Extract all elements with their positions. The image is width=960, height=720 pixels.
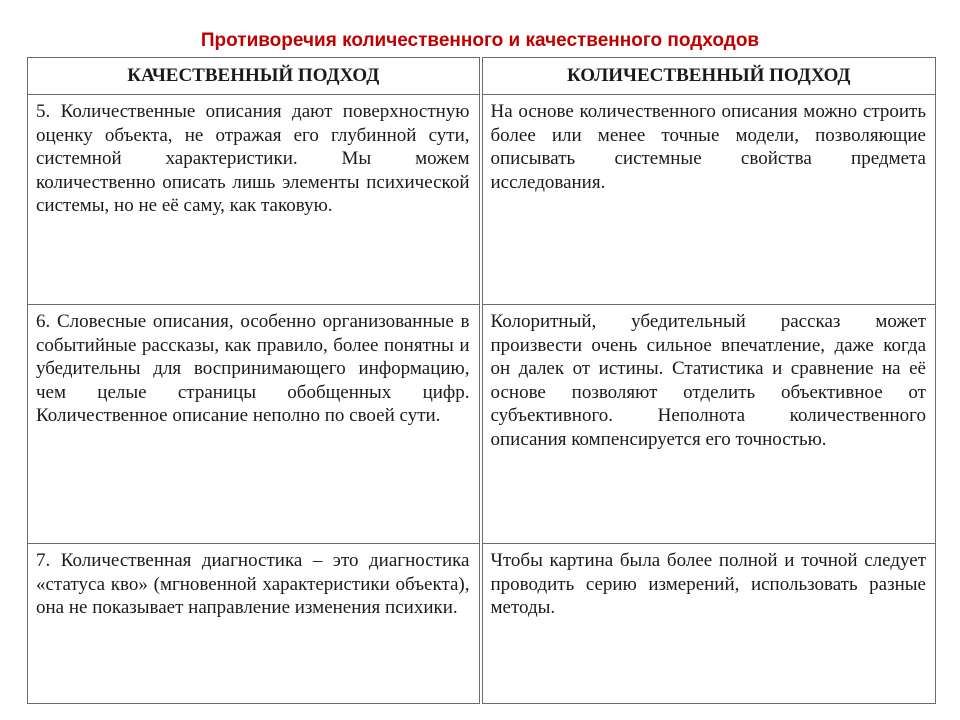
cell-quantitative: Колоритный, убедительный рассказ может произвести очень сильное впечатление, даже когда он далек от истины. Статистика и сравнение на её основе позволяют отделить объективное от субъективного. Неполнота количественного описания компенсируется его точностью. <box>481 305 936 544</box>
header-quantitative: КОЛИЧЕСТВЕННЫЙ ПОДХОД <box>481 58 936 95</box>
cell-qualitative: 7. Количественная диагностика – это диагностика «статуса кво» (мгновенной характеристики объекта), она не показывает направление изменения психики. <box>28 544 481 704</box>
cell-quantitative: Чтобы картина была более полной и точной следует проводить серию измерений, использовать разные методы. <box>481 544 936 704</box>
cell-quantitative: На основе количественного описания можно строить более или менее точные модели, позволяющие описывать системные свойства предмета исследования. <box>481 95 936 305</box>
table-header-row <box>28 58 936 95</box>
table-row <box>28 95 936 305</box>
slide-title: Противоречия количественного и качественного подходов <box>200 30 760 51</box>
comparison-table <box>27 57 936 704</box>
table-row <box>28 544 936 704</box>
cell-qualitative: 6. Словесные описания, особенно организованные в событийные рассказы, как правило, более понятны и убедительны для воспринимающего информацию, чем целые страницы обобщенных цифр. Количественное описание неполно по своей сути. <box>28 305 481 544</box>
header-qualitative: КАЧЕСТВЕННЫЙ ПОДХОД <box>28 58 481 95</box>
cell-qualitative: 5. Количественные описания дают поверхностную оценку объекта, не отражая его глубинной сути, системной характеристики. Мы можем количественно описать лишь элементы психической системы, но не её саму, как таковую. <box>28 95 481 305</box>
table-row <box>28 305 936 544</box>
